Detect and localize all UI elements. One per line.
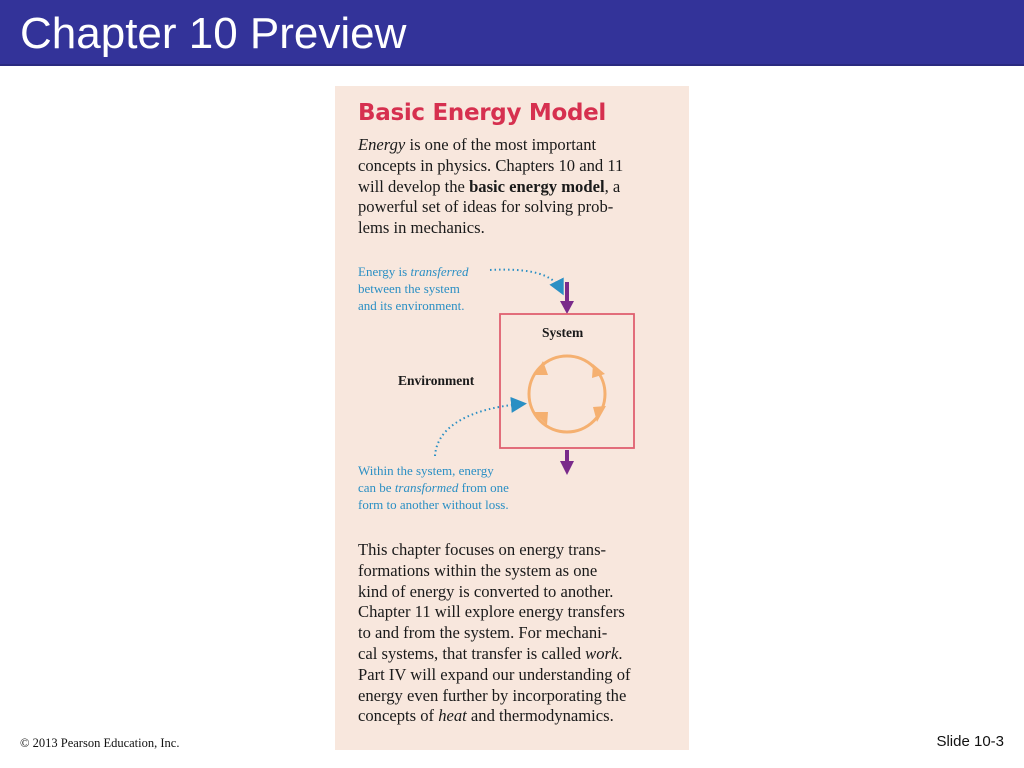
intro-line: powerful set of ideas for solving prob-: [358, 197, 614, 217]
energy-model-diagram: [335, 256, 689, 516]
slide-number: Slide 10-3: [936, 733, 1004, 750]
outro-line: Part IV will expand our understanding of: [358, 664, 631, 684]
transformation-caption: Within the system, energy can be transformed from one form to another without loss.: [358, 463, 509, 512]
intro-line: will develop the basic energy model, a: [358, 176, 621, 196]
intro-line: Energy is one of the most important: [358, 135, 597, 154]
textbook-excerpt-panel: [335, 86, 689, 750]
transfer-caption: Energy is transferred between the system and its environment.: [358, 264, 469, 313]
title-bar: [0, 0, 1024, 66]
environment-label: Environment: [398, 373, 475, 388]
transformation-cycle: [529, 356, 606, 432]
intro-term-energy: Energy: [358, 135, 406, 154]
outro-term-work: work: [585, 643, 619, 663]
system-label: System: [542, 325, 584, 340]
intro-line: lems in mechanics.: [358, 218, 485, 238]
title-rule: [0, 64, 1024, 66]
intro-line: concepts in physics. Chapters 10 and 11: [358, 155, 624, 175]
outro-line: to and from the system. For mechani-: [358, 623, 608, 643]
panel-heading: Basic Energy Model: [358, 100, 606, 126]
transfer-out-arrow: [560, 450, 574, 475]
intro-term-basic-energy-model: basic energy model: [469, 176, 605, 196]
copyright-notice: © 2013 Pearson Education, Inc.: [20, 736, 180, 750]
outro-line: This chapter focuses on energy trans-: [358, 540, 607, 559]
outro-line: Chapter 11 will explore energy transfers: [358, 602, 625, 622]
intro-paragraph: [358, 135, 678, 239]
outro-line: formations within the system as one: [358, 560, 598, 580]
slide-title: Chapter 10 Preview: [20, 9, 407, 58]
outro-line: cal systems, that transfer is called work.: [358, 643, 623, 663]
transfer-pointer: [490, 270, 561, 290]
outro-line: kind of energy is converted to another.: [358, 581, 614, 601]
outro-paragraph: [358, 540, 678, 727]
outro-line: energy even further by incorporating the: [358, 685, 627, 705]
outro-line: concepts of heat and thermodynamics.: [358, 706, 614, 726]
transfer-in-arrow: [560, 282, 574, 314]
outro-term-heat: heat: [438, 706, 467, 726]
